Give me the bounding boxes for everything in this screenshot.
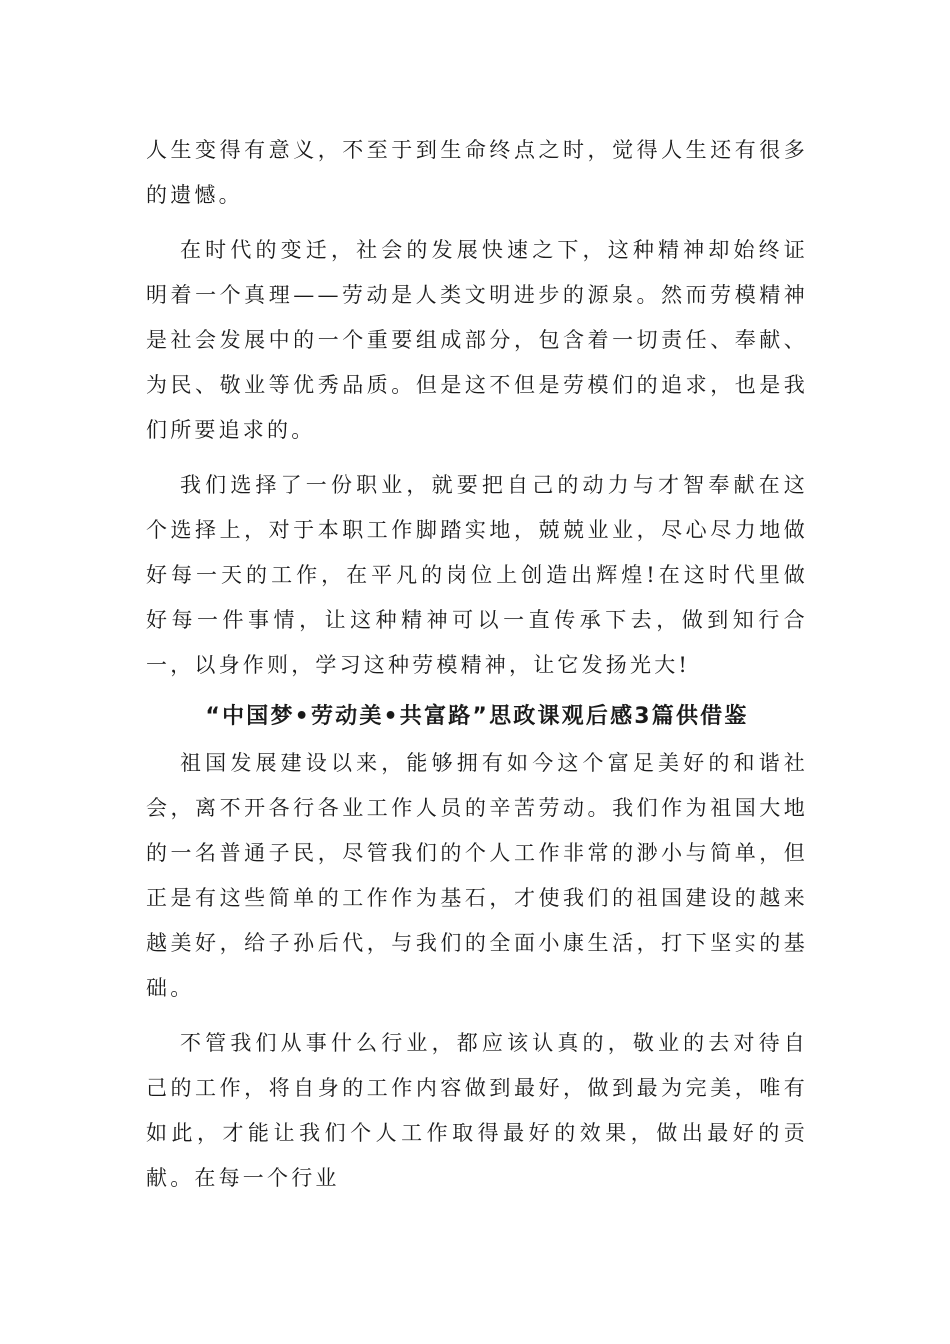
paragraph-career-dedication: 我们选择了一份职业，就要把自己的动力与才智奉献在这个选择上，对于本职工作脚踏实地，兢兢业业，尽心尽力地做好每一天的工作，在平凡的岗位上创造出辉煌!在这时代里做好每一件事情，让这种精神可以一直传承下去，做到知行合一，以身作则，学习这种劳模精神，让它发扬光大! [146, 473, 808, 677]
paragraph-labor-model-spirit: 在时代的变迁，社会的发展快速之下，这种精神却始终证明着一个真理——劳动是人类文明进步的源泉。然而劳模精神是社会发展中的一个重要组成部分，包含着一切责任、奉献、为民、敬业等优秀品质。但是这不但是劳模们的追求，也是我们所要追求的。 [146, 238, 808, 442]
paragraph-continuation: 人生变得有意义，不至于到生命终点之时，觉得人生还有很多的遗憾。 [146, 138, 808, 207]
paragraph-motherland-development: 祖国发展建设以来，能够拥有如今这个富足美好的和谐社会，离不开各行各业工作人员的辛苦劳动。我们作为祖国大地的一名普通子民，尽管我们的个人工作非常的渺小与简单，但正是有这些简单的工作作为基石，才使我们的祖国建设的越来越美好，给子孙后代，与我们的全面小康生活，打下坚实的基础。 [146, 751, 808, 1000]
section-title: “中国梦•劳动美•共富路”思政课观后感3篇供借鉴 [205, 704, 749, 729]
document-body [146, 128, 808, 1201]
paragraph-work-attitude: 不管我们从事什么行业，都应该认真的，敬业的去对待自己的工作，将自身的工作内容做到最好，做到最为完美，唯有如此，才能让我们个人工作取得最好的效果，做出最好的贡献。在每一个行业 [146, 1031, 808, 1190]
